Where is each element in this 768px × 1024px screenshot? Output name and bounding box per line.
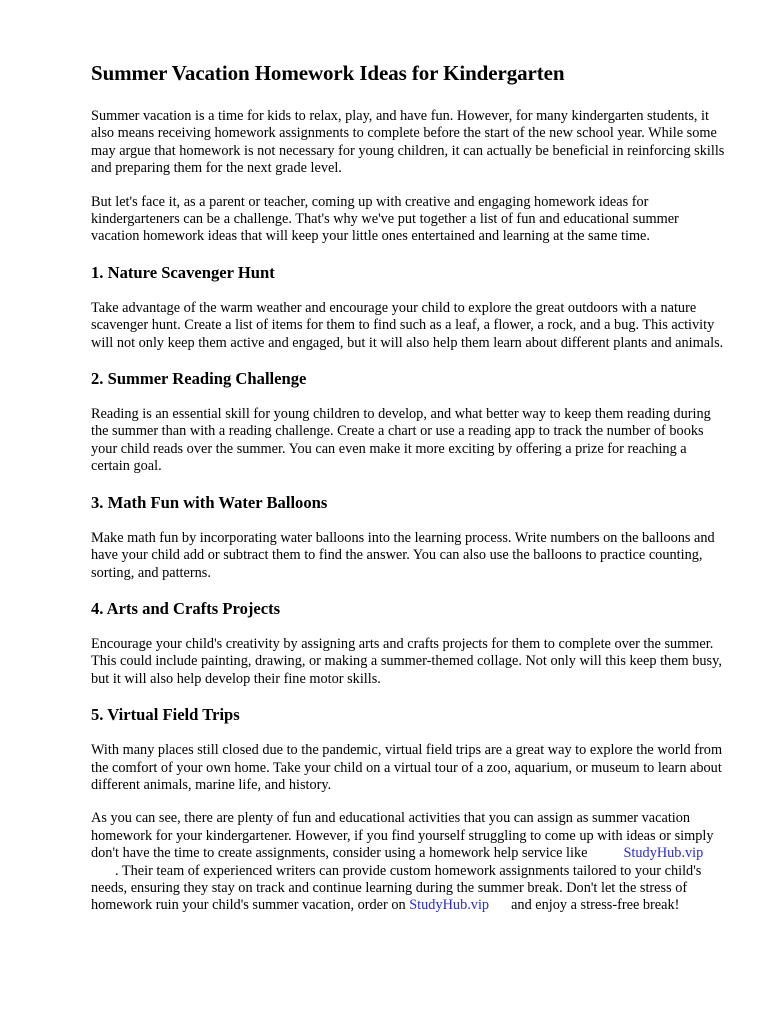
closing-text-part-1: As you can see, there are plenty of fun and educational activities that you can assign as summer vacation homework for your kindergartener. However, if you find yourself struggling to come up with ideas or simply don't have the time to create assignments, consider using a homework help service like: [91, 810, 714, 862]
section-body-arts-and-crafts: Encourage your child's creativity by assigning arts and crafts projects for them to complete over the summer. This could include painting, drawing, or making a summer-themed collage. Not only will this keep them busy, but it will also help develop their fine motor skills.: [91, 635, 722, 687]
document-title: Summer Vacation Homework Ideas for Kindergarten: [91, 61, 565, 85]
section-body-nature-scavenger-hunt: Take advantage of the warm weather and encourage your child to explore the great outdoors with a nature scavenger hunt. Create a list of items for them to find such as a leaf, a flower, a rock, and a bug. This activity will not only keep them active and engaged, but it will also help them learn about different plants and animals.: [91, 299, 724, 351]
section-heading-arts-and-crafts: 4. Arts and Crafts Projects: [91, 598, 281, 618]
section-body-math-fun-water-balloons: Make math fun by incorporating water balloons into the learning process. Write numbers on the balloons and have your child add or subtract them to find the answer. You can also use the balloons to practice counting, sorting, and patterns.: [91, 529, 715, 581]
section-heading-nature-scavenger-hunt: 1. Nature Scavenger Hunt: [91, 262, 275, 282]
intro-paragraph-2: But let's face it, as a parent or teacher, coming up with creative and engaging homework ideas for kindergarteners can be a challenge. That's why we've put together a list of fun and educational summer vacation homework ideas that will keep your little ones entertained and learning at the same time.: [91, 193, 679, 245]
studyhub-link-1[interactable]: StudyHub.vip: [623, 845, 704, 862]
document-page: [91, 58, 731, 931]
section-body-summer-reading-challenge: Reading is an essential skill for young children to develop, and what better way to keep them reading during the summer than with a reading challenge. Create a chart or use a reading app to track the number of books your child reads over the summer. You can even make it more exciting by offering a prize for reaching a certain goal.: [91, 406, 711, 475]
section-heading-summer-reading-challenge: 2. Summer Reading Challenge: [91, 369, 307, 389]
closing-paragraph: [91, 810, 727, 914]
closing-text-part-3: and enjoy a stress-free break!: [511, 897, 680, 914]
section-heading-math-fun-water-balloons: 3. Math Fun with Water Balloons: [91, 492, 328, 512]
closing-text-part-2: . Their team of experienced writers can provide custom homework assignments tailored to your child's needs, ensuring they stay on track and continue learning during the summer break. Don't let the stress of homework ruin your child's summer vacation, order on: [91, 862, 702, 914]
section-body-virtual-field-trips: With many places still closed due to the pandemic, virtual field trips are a great way to explore the world from the comfort of your own home. Take your child on a virtual tour of a zoo, aquarium, or museum to learn about different animals, marine life, and history.: [91, 742, 723, 793]
intro-paragraph-1: Summer vacation is a time for kids to relax, play, and have fun. However, for many kindergarten students, it also means receiving homework assignments to complete before the start of the new school year. While some may argue that homework is not necessary for young children, it can actually be beneficial in reinforcing skills and preparing them for the next grade level.: [91, 108, 725, 177]
studyhub-link-2[interactable]: StudyHub.vip: [409, 897, 490, 914]
section-heading-virtual-field-trips: 5. Virtual Field Trips: [91, 705, 240, 725]
